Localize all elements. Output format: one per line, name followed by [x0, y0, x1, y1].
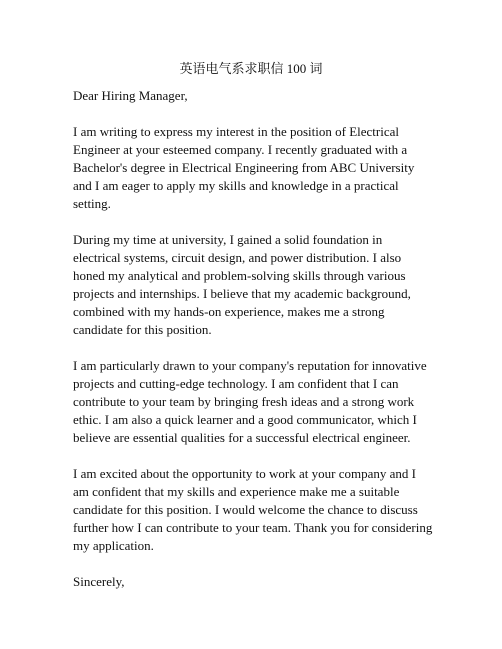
paragraph-4: I am excited about the opportunity to work at your company and I am confident that my skills and experience make me a suitable candidate for this position. I would welcome the chance to discuss further how I can contribute to your team. Thank you for considering my application. — [73, 466, 433, 553]
salutation: Dear Hiring Manager, — [73, 88, 188, 103]
closing: Sincerely, — [73, 574, 125, 589]
cover-letter-body — [73, 87, 433, 609]
document-title: 英语电气系求职信 100 词 — [179, 61, 323, 76]
paragraph-2: During my time at university, I gained a solid foundation in electrical systems, circuit design, and power distribution. I also honed my analytical and problem-solving skills through various projects and internships. I believe that my academic background, combined with my hands-on experience, makes me a strong candidate for this position. — [73, 232, 411, 337]
paragraph-1: I am writing to express my interest in the position of Electrical Engineer at your esteemed company. I recently graduated with a Bachelor's degree in Electrical Engineering from ABC University and I am eager to apply my skills and knowledge in a practical setting. — [73, 124, 415, 211]
paragraph-3: I am particularly drawn to your company's reputation for innovative projects and cutting-edge technology. I am confident that I can contribute to your team by bringing fresh ideas and a strong work ethic. I am also a quick learner and a good communicator, which I believe are essential qualities for a successful electrical engineer. — [73, 358, 427, 445]
